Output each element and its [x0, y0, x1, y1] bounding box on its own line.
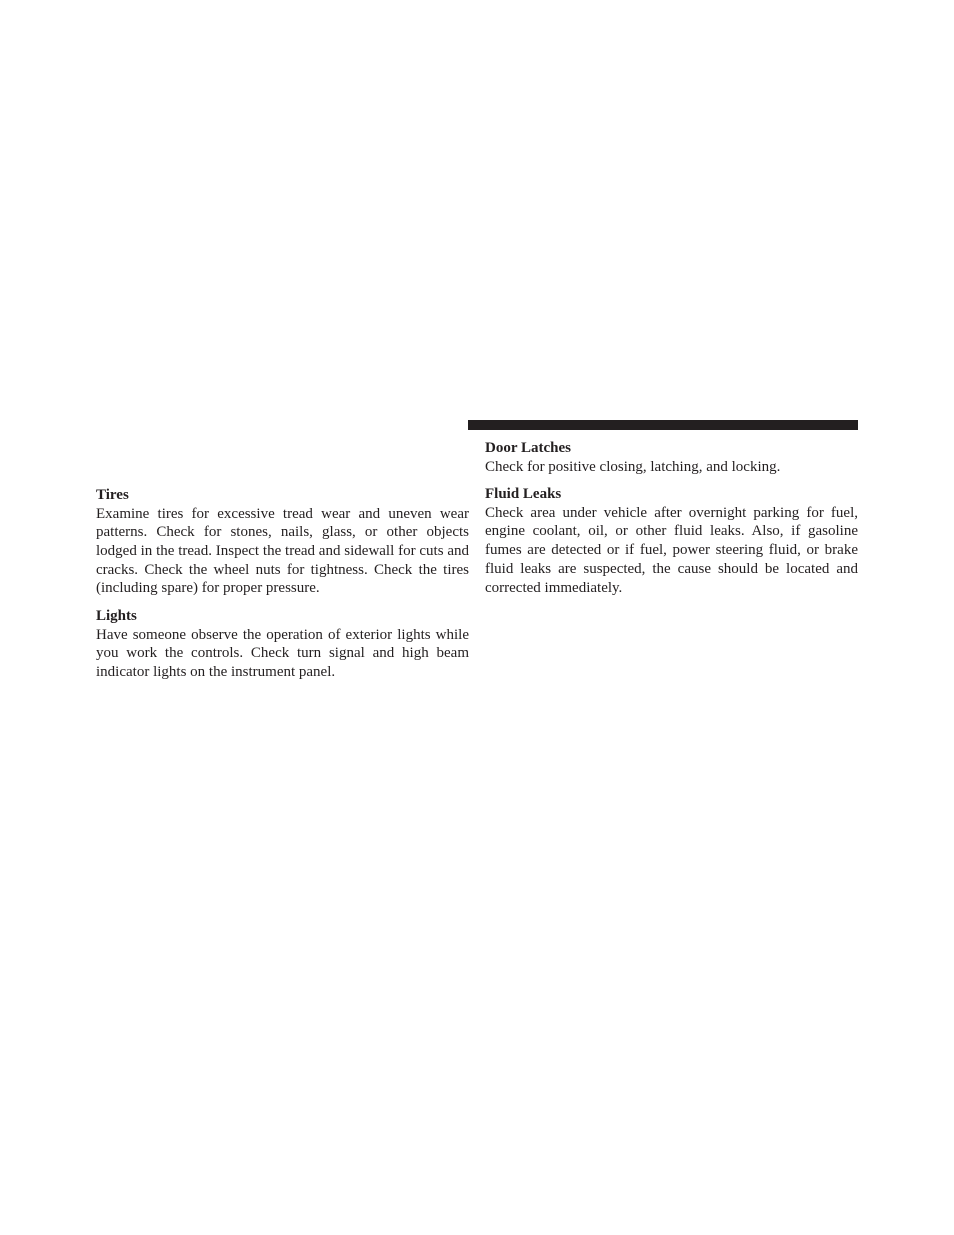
section-heading: Fluid Leaks — [485, 486, 562, 503]
section-body: Check for positive closing, latching, and locking. — [485, 458, 781, 475]
section-tires — [96, 486, 469, 598]
section-lights — [96, 607, 469, 682]
section-divider-bar — [468, 420, 858, 430]
section-door-latches — [485, 439, 858, 476]
section-heading: Lights — [96, 608, 137, 625]
section-body: Check area under vehicle after overnight parking for fuel, engine coolant, oil, or other fluid leaks. Also, if gasoline fumes are detected or if fuel, power steering fluid, or brake fluid leaks are suspected, the cause should be located and corrected immediately. — [485, 504, 858, 596]
section-body: Have someone observe the operation of exterior lights while you work the controls. Check turn signal and high beam indicator lights on the instrument panel. — [96, 626, 469, 680]
section-fluid-leaks — [485, 485, 858, 597]
left-column — [96, 486, 469, 691]
section-heading: Door Latches — [485, 440, 571, 456]
section-heading: Tires — [96, 487, 129, 503]
section-body: Examine tires for excessive tread wear and uneven wear patterns. Check for stones, nails, glass, or other objects lodged in the tread. Inspect the tread and sidewall for cuts and cracks. Check the wheel nuts for tightness. Check the tires (including spare) for proper pressure. — [96, 505, 469, 597]
right-column — [485, 439, 858, 606]
